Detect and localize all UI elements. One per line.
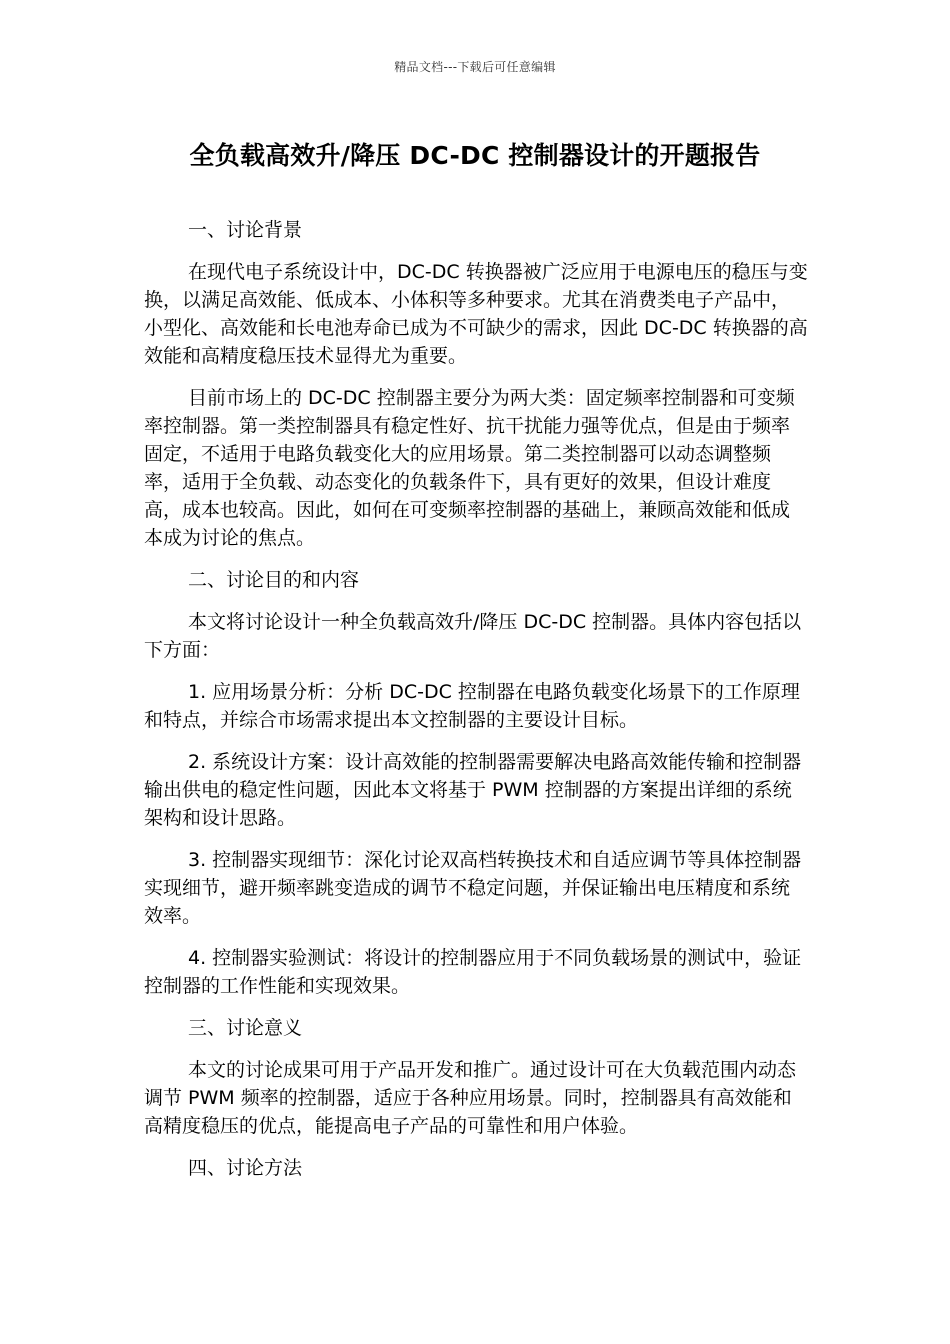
- document-title: 全负载高效升/降压 DC-DC 控制器设计的开题报告: [189, 141, 761, 170]
- section-heading-background: 一、讨论背景: [188, 219, 303, 241]
- list-item-1: 1. 应用场景分析：分析 DC-DC 控制器在电路负载变化场景下的工作原理和特点，并综合市场需求提出本文控制器的主要设计目标。: [144, 681, 800, 731]
- paragraph-significance: 本文的讨论成果可用于产品开发和推广。通过设计可在大负载范围内动态调节 PWM 频率的控制器，适应于各种应用场景。同时，控制器具有高效能和高精度稳压的优点，能提高电子产品的可靠性和用户体验。: [144, 1059, 797, 1137]
- list-item-4: 4. 控制器实验测试：将设计的控制器应用于不同负载场景的测试中，验证控制器的工作性能和实现效果。: [144, 947, 802, 997]
- paragraph-background-2: 目前市场上的 DC-DC 控制器主要分为两大类：固定频率控制器和可变频率控制器。第一类控制器具有稳定性好、抗干扰能力强等优点，但是由于频率固定，不适用于电路负载变化大的应用场景。第二类控制器可以动态调整频率，适用于全负载、动态变化的负载条件下，具有更好的效果，但设计难度高，成本也较高。因此，如何在可变频率控制器的基础上，兼顾高效能和低成本成为讨论的焦点。: [144, 387, 795, 549]
- paragraph-purpose-intro: 本文将讨论设计一种全负载高效升/降压 DC-DC 控制器。具体内容包括以下方面：: [144, 611, 802, 661]
- section-heading-purpose: 二、讨论目的和内容: [188, 569, 360, 591]
- document-body: [144, 216, 808, 1196]
- section-heading-significance: 三、讨论意义: [188, 1017, 303, 1039]
- list-item-2: 2. 系统设计方案：设计高效能的控制器需要解决电路高效能传输和控制器输出供电的稳定性问题，因此本文将基于 PWM 控制器的方案提出详细的系统架构和设计思路。: [144, 751, 802, 829]
- list-item-3: 3. 控制器实现细节：深化讨论双高档转换技术和自适应调节等具体控制器实现细节，避开频率跳变造成的调节不稳定问题，并保证输出电压精度和系统效率。: [144, 849, 802, 927]
- paragraph-background-1: 在现代电子系统设计中，DC-DC 转换器被广泛应用于电源电压的稳压与变换，以满足高效能、低成本、小体积等多种要求。尤其在消费类电子产品中，小型化、高效能和长电池寿命已成为不可缺少的需求，因此 DC-DC 转换器的高效能和高精度稳压技术显得尤为重要。: [144, 261, 808, 367]
- section-heading-methods: 四、讨论方法: [188, 1157, 303, 1179]
- header-note: 精品文档---下载后可任意编辑: [394, 60, 556, 74]
